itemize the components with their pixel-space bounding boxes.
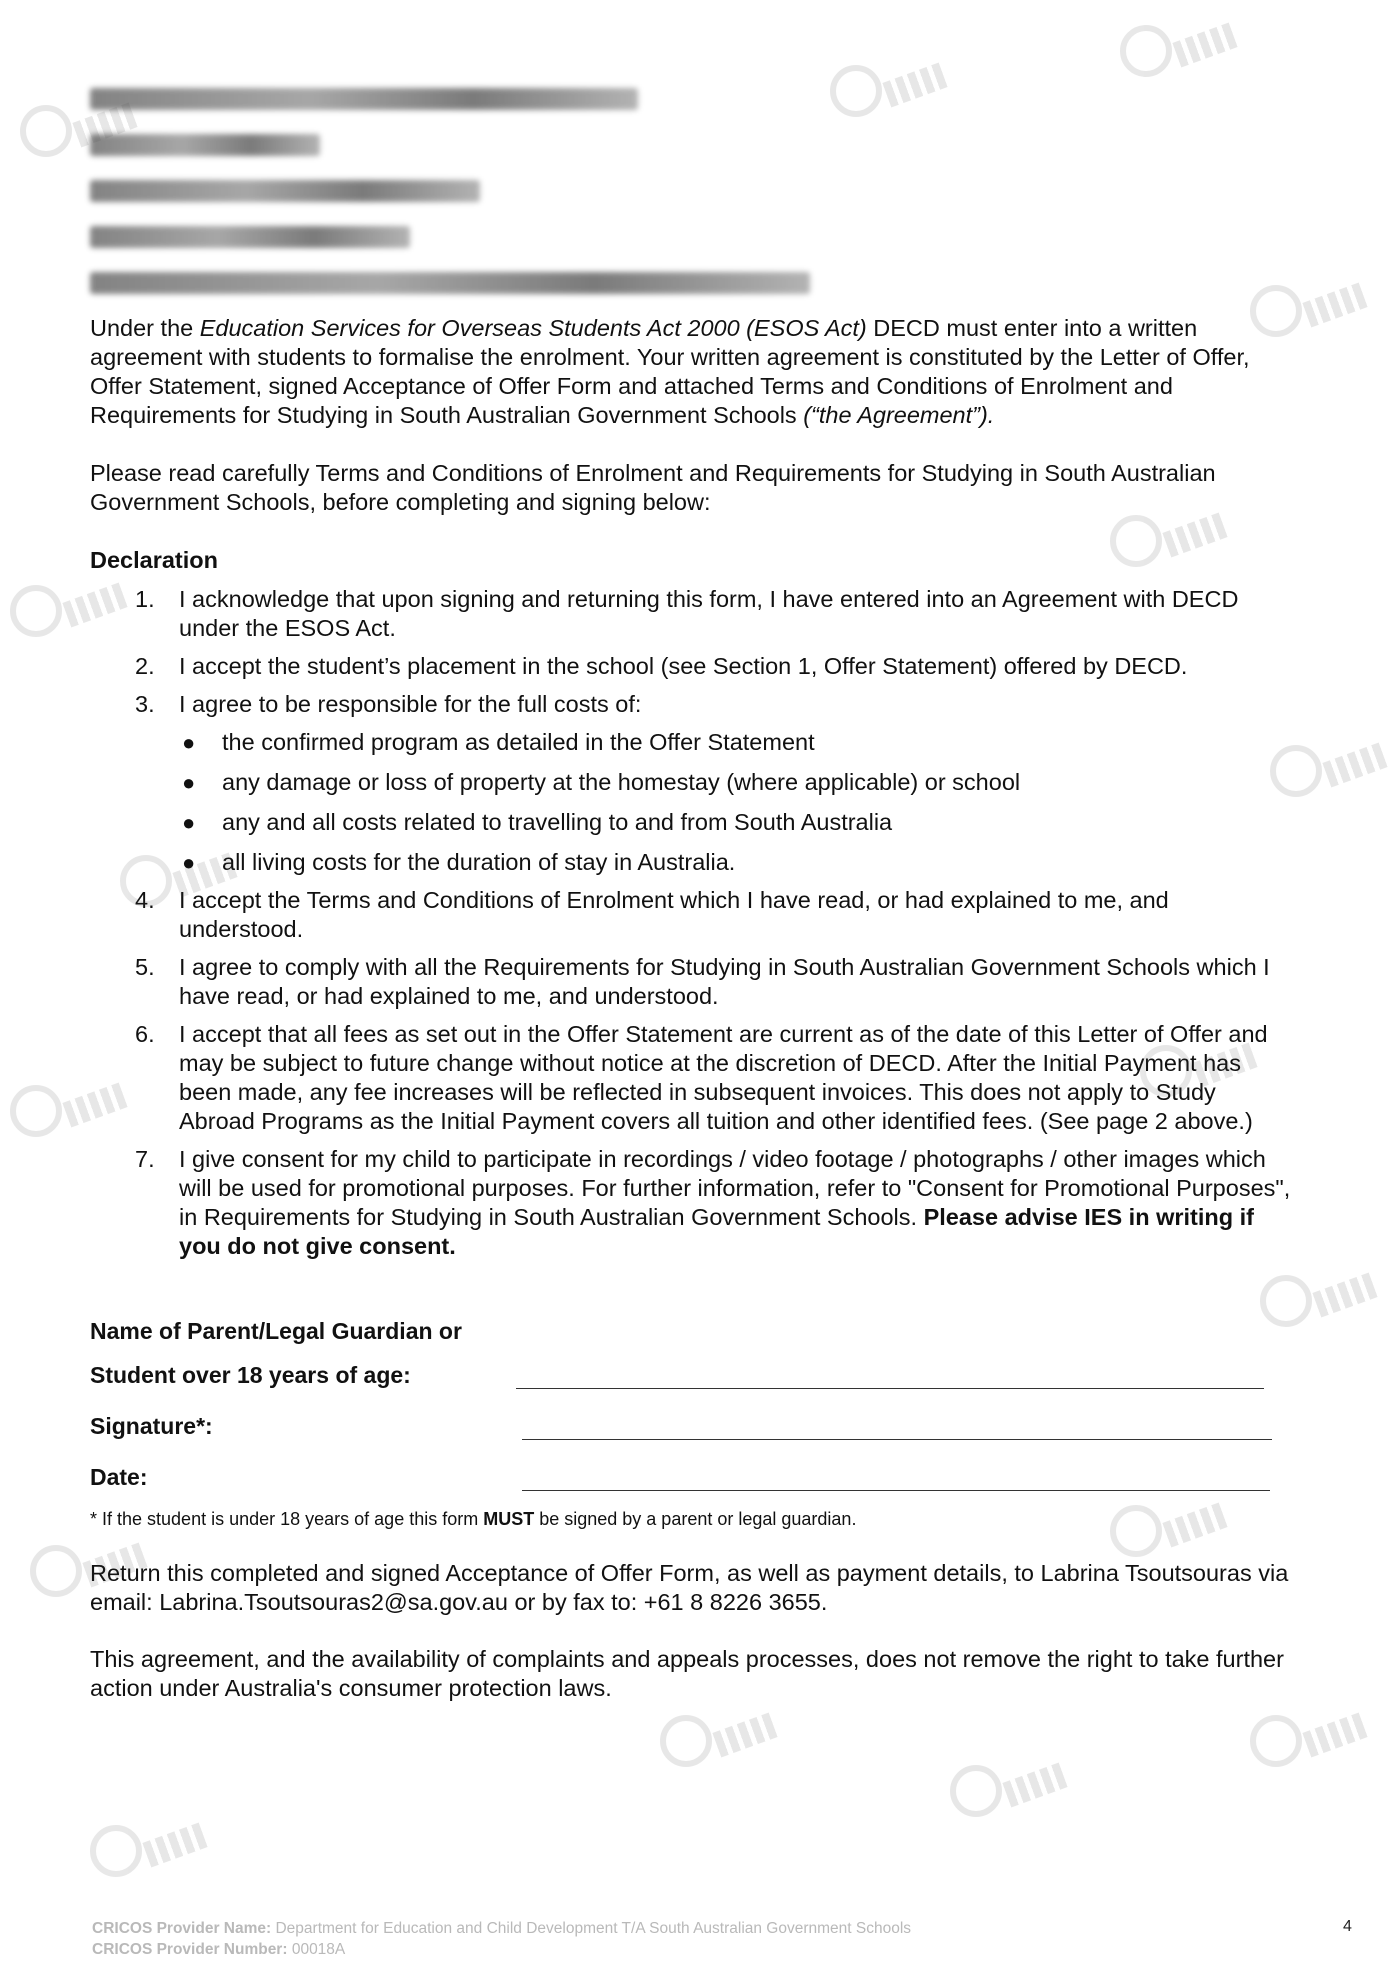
- intro-text: DECD must enter into a written agreement with students to formalise the enrolment. Your written agreement is constituted by the Letter of Offer, Offer Statement, signed Acceptance of Offer Form and attached Terms and Conditions of Enrolment and Requirements for Studying in South Australian Government Schools: [90, 315, 1250, 428]
- esos-act-title: Education Services for Overseas Students Act 2000 (ESOS Act): [199, 315, 867, 341]
- cricos-provider-name: CRICOS Provider Name: Department for Education and Child Development T/A South Australian Government Schools: [92, 1920, 912, 1937]
- watermark-icon: [1120, 20, 1240, 80]
- costs-list: [179, 728, 1295, 877]
- please-read-paragraph: Please read carefully Terms and Conditions of Enrolment and Requirements for Studying in South Australian Government Schools, before completing and signing below:: [90, 460, 1216, 515]
- name-label: Name of Parent/Legal Guardian or: [90, 1318, 462, 1344]
- cricos-provider-number: CRICOS Provider Number: 00018A: [92, 1941, 346, 1958]
- watermark-icon: [950, 1760, 1070, 1820]
- redacted-header: [90, 88, 810, 318]
- declaration-item: 5. I agree to comply with all the Requirements for Studying in South Australian Government Schools which I have read, or had explained to me, and understood.: [135, 954, 1270, 1009]
- consent-notice: Please advise IES in writing if you do not give consent.: [179, 1204, 1255, 1259]
- declaration-item: 6. I accept that all fees as set out in the Offer Statement are current as of the date of this Letter of Offer and may be subject to future change without notice at the discretion of DECD. After the Initial Payment has been made, any fee increases will be reflected in subsequent invoices. This does not apply to Study Abroad Programs as the Initial Payment covers all tuition and other identified fees. (See page 2 above.): [135, 1021, 1268, 1134]
- declaration-item: 2. I accept the student’s placement in the school (see Section 1, Offer Statement) offered by DECD.: [135, 653, 1188, 679]
- declaration-heading: Declaration: [90, 547, 218, 573]
- cost-item: ● all living costs for the duration of stay in Australia.: [182, 849, 736, 875]
- redacted-line: [90, 180, 480, 202]
- signature-line[interactable]: [522, 1439, 1272, 1440]
- redacted-line: [90, 226, 410, 248]
- declaration-item: 3. I agree to be responsible for the full costs of: ● the confirmed program as detailed in the Offer Statement ● any damage or loss of property at the homestay (where applicable) or school ● any and all costs related to travelling to and from South Australia ● all living costs for the duration of stay in Australia.: [90, 690, 1295, 877]
- return-instructions: Return this completed and signed Acceptance of Offer Form, as well as payment details, to Labrina Tsoutsouras via email: Labrina.Tsoutsouras2@sa.gov.au or by fax to: +61 8 8226 3655.: [90, 1560, 1289, 1615]
- signature-footnote: * If the student is under 18 years of age this form MUST be signed by a parent or legal guardian.: [90, 1509, 857, 1529]
- cost-item: ● any and all costs related to travelling to and from South Australia: [182, 809, 893, 835]
- watermark-icon: [90, 1820, 210, 1880]
- cost-item: ● the confirmed program as detailed in the Offer Statement: [182, 729, 815, 755]
- date-line[interactable]: [522, 1490, 1270, 1491]
- watermark-icon: [660, 1710, 780, 1770]
- signature-label: Signature*:: [90, 1413, 213, 1439]
- name-signature-line[interactable]: [516, 1388, 1264, 1389]
- declaration-item: 7. I give consent for my child to participate in recordings / video footage / photographs / other images which will be used for promotional purposes. For further information, refer to "Consent for Promotional Purposes", in Requirements for Studying in South Australian Government Schools. Please advise IES in writing if you do not give consent.: [135, 1146, 1291, 1259]
- cost-item: ● any damage or loss of property at the homestay (where applicable) or school: [182, 769, 1021, 795]
- watermark-icon: [830, 60, 950, 120]
- declaration-list: [90, 585, 1295, 1261]
- consumer-rights-notice: This agreement, and the availability of complaints and appeals processes, does not remove the right to take further action under Australia's consumer protection laws.: [90, 1646, 1284, 1701]
- agreement-term: (“the Agreement”).: [803, 402, 995, 428]
- name-label-continued: Student over 18 years of age:: [90, 1362, 411, 1388]
- watermark-icon: [1250, 1710, 1370, 1770]
- redacted-line: [90, 88, 638, 110]
- intro-text: Under the: [90, 315, 200, 341]
- main-content: [90, 314, 1295, 1270]
- redacted-line: [90, 134, 320, 156]
- bullet-icon: ●: [182, 730, 196, 755]
- watermark-icon: [1110, 1500, 1230, 1560]
- bullet-icon: ●: [182, 850, 196, 875]
- declaration-item: 4. I accept the Terms and Conditions of Enrolment which I have read, or had explained to me, and understood.: [135, 887, 1169, 942]
- date-label: Date:: [90, 1464, 148, 1490]
- bullet-icon: ●: [182, 810, 196, 835]
- watermark-icon: [1260, 1270, 1380, 1330]
- page-footer: [92, 1918, 911, 1960]
- intro-paragraph: [90, 314, 1295, 430]
- page-number: 4: [1343, 1918, 1352, 1935]
- bullet-icon: ●: [182, 770, 196, 795]
- declaration-item: 1. I acknowledge that upon signing and returning this form, I have entered into an Agreement with DECD under the ESOS Act.: [135, 586, 1239, 641]
- redacted-line: [90, 272, 810, 294]
- must-emphasis: MUST: [483, 1509, 535, 1529]
